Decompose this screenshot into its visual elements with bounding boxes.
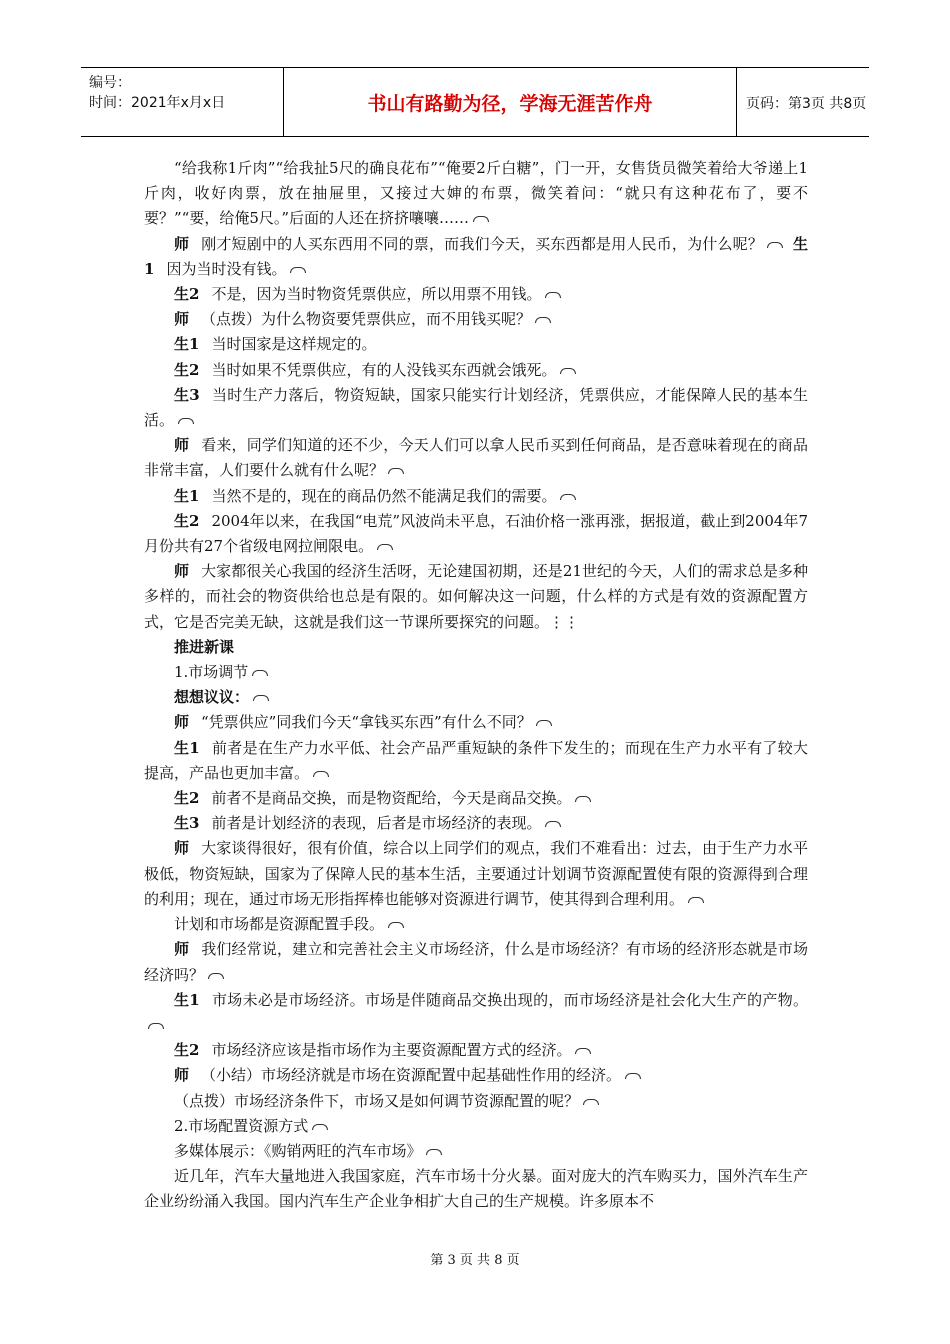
speaker-label: 生2 <box>174 1041 200 1060</box>
speaker-label: 师 <box>174 1066 190 1085</box>
dialogue-line <box>144 559 808 635</box>
page-header <box>81 67 869 137</box>
dialogue-text: 当然不是的，现在的商品仍然不能满足我们的需要。 <box>211 486 557 505</box>
dialogue-text: 刚才短剧中的人买东西用不同的票，而我们今天，买东西都是用人民币，为什么呢？ <box>201 234 764 253</box>
dialogue-text: 市场经济应该是指市场作为主要资源配置方式的经济。 <box>211 1041 572 1060</box>
dialogue-line <box>144 1063 808 1088</box>
paragraph <box>144 156 808 232</box>
document-body <box>144 156 808 1215</box>
paragraph-mark-icon <box>583 1099 599 1105</box>
header-motto: 书山有路勤为径，学海无涯苦作舟 <box>367 92 653 115</box>
paragraph-mark-icon <box>253 695 269 701</box>
subsection-title <box>144 660 808 685</box>
dialogue-line <box>144 332 808 357</box>
dialogue-text: “凭票供应”同我们今天“拿钱买东西”有什么不同？ <box>201 713 532 732</box>
dialogue-text: 看来，同学们知道的还不少，今天人们可以拿人民币买到任何商品，是否意味着现在的商品非常丰富，人们要什么就有什么呢？ <box>144 436 808 480</box>
dialogue-text: 前者是计划经济的表现，后者是市场经济的表现。 <box>211 814 542 833</box>
page-footer: 第 3 页 共 8 页 <box>430 1253 520 1268</box>
paragraph-mark-icon <box>575 1048 591 1054</box>
dialogue-text: 我们经常说，建立和完善社会主义市场经济，什么是市场经济？有市场的经济形态就是市场经济吗？ <box>144 940 808 984</box>
dialogue-text: 不是，因为当时物资凭票供应，所以用票不用钱。 <box>211 285 542 304</box>
paragraph-mark-icon <box>688 897 704 903</box>
dialogue-text: 当时如果不凭票供应，有的人没钱买东西就会饿死。 <box>211 360 557 379</box>
dialogue-line <box>144 232 808 282</box>
speaker-label: 师 <box>174 234 190 253</box>
speaker-label: 师 <box>174 436 190 455</box>
dialogue-text: 大家谈得很好，很有价值，综合以上同学们的观点，我们不难看出：过去，由于生产力水平极低，物资短缺，国家为了保障人民的基本生活，主要通过计划调节资源配置使有限的资源得到合理的利用；现在，通过市场无形指挥棒也能够对资源进行调节，使其得到合理利用。 <box>144 839 808 908</box>
dialogue-text: 因为当时没有钱。 <box>166 259 287 278</box>
subsection-text: 1.市场调节 <box>174 663 249 682</box>
paragraph-mark-icon <box>178 418 194 424</box>
paragraph-text: 计划和市场都是资源配置手段。 <box>174 915 385 934</box>
paragraph-mark-icon <box>560 494 576 500</box>
speaker-label: 生2 <box>174 285 200 304</box>
paragraph-mark-icon <box>388 922 404 928</box>
paragraph-mark-icon <box>252 670 268 676</box>
dialogue-line <box>144 937 808 987</box>
paragraph-mark-icon <box>426 1149 442 1155</box>
dialogue-line <box>144 358 808 383</box>
paragraph-mark-icon <box>767 242 783 248</box>
paragraph-mark-icon <box>313 771 329 777</box>
paragraph-mark-icon <box>575 796 591 802</box>
discussion-heading <box>144 685 808 710</box>
header-info-cell <box>81 68 283 136</box>
dialogue-text: 当时国家是这样规定的。 <box>211 335 377 354</box>
speaker-label: 生3 <box>174 385 200 404</box>
dialogue-line <box>144 786 808 811</box>
paragraph-text: “给我称1斤肉”“给我扯5尺的确良花布”“俺要2斤白糖”，门一开，女售货员微笑着给大爷递上1斤肉，收好肉票，放在抽屉里，又接过大婶的布票，微笑着问：“就只有这种花布了，要不要？”“要，给俺5尺。”后面的人还在挤挤嚷嚷…… <box>144 159 808 228</box>
subsection-title <box>144 1114 808 1139</box>
speaker-label: 师 <box>174 940 190 959</box>
paragraph-mark-icon <box>473 216 489 222</box>
paragraph-mark-icon <box>290 267 306 273</box>
speaker-label: 师 <box>174 839 190 858</box>
speaker-label: 生1 <box>174 335 200 354</box>
speaker-label: 生1 <box>174 738 200 757</box>
dialogue-line <box>144 307 808 332</box>
discussion-text: 想想议议： <box>174 688 250 707</box>
paragraph-mark-icon <box>625 1073 641 1079</box>
paragraph-mark-icon <box>560 368 576 374</box>
paragraph-mark-icon <box>535 317 551 323</box>
paragraph-mark-icon <box>312 1124 328 1130</box>
speaker-label: 师 <box>174 310 190 329</box>
paragraph-mark-icon <box>148 1023 164 1029</box>
dialogue-line <box>144 282 808 307</box>
paragraph-mark-icon <box>388 468 404 474</box>
paragraph-mark-icon <box>208 973 224 979</box>
dialogue-text: 前者是在生产力水平低、社会产品严重短缺的条件下发生的；而现在生产力水平有了较大提高，产品也更加丰富。 <box>144 738 808 782</box>
dialogue-text: （小结）市场经济就是市场在资源配置中起基础性作用的经济。 <box>201 1066 622 1085</box>
header-page-number: 页码：第3页 共8页 <box>746 96 867 112</box>
paragraph <box>144 912 808 937</box>
header-divider <box>736 68 737 136</box>
dialogue-line <box>144 1038 808 1063</box>
dialogue-line <box>144 383 808 433</box>
speaker-label: 生1 <box>174 486 200 505</box>
dialogue-line <box>144 988 808 1038</box>
dialogue-text: （点拨）为什么物资要凭票供应，而不用钱买呢？ <box>201 310 532 329</box>
speaker-label: 生2 <box>174 511 200 530</box>
paragraph <box>144 1164 808 1214</box>
dialogue-line <box>144 736 808 786</box>
dialogue-line <box>144 509 808 559</box>
paragraph-mark-icon <box>545 292 561 298</box>
speaker-label: 生1 <box>174 990 200 1009</box>
doc-number-label: 编号： <box>89 75 131 91</box>
section-heading: 推进新课 <box>174 637 235 656</box>
speaker-label: 师 <box>174 562 190 581</box>
paragraph-mark-icon <box>377 544 393 550</box>
paragraph-text: 多媒体展示：《购销两旺的汽车市场》 <box>174 1141 422 1160</box>
dialogue-line <box>144 836 808 912</box>
paragraph-text: 近几年，汽车大量地进入我国家庭，汽车市场十分火暴。面对庞大的汽车购买力，国外汽车生产企业纷纷涌入我国。国内汽车生产企业争相扩大自己的生产规模。许多原本不 <box>144 1167 808 1211</box>
dialogue-text: 市场未必是市场经济。市场是伴随商品交换出现的，而市场经济是社会化大生产的产物。 <box>211 990 808 1009</box>
dialogue-text: 前者不是商品交换，而是物资配给，今天是商品交换。 <box>211 789 572 808</box>
dialogue-line <box>144 710 808 735</box>
paragraph-mark-icon <box>536 720 552 726</box>
paragraph-mark-icon <box>545 821 561 827</box>
paragraph-text: （点拨）市场经济条件下，市场又是如何调节资源配置的呢？ <box>174 1091 580 1110</box>
speaker-label: 生2 <box>174 360 200 379</box>
speaker-label: 生2 <box>174 789 200 808</box>
speaker-label: 生3 <box>174 814 200 833</box>
dialogue-line <box>144 484 808 509</box>
dialogue-line <box>144 811 808 836</box>
speaker-label: 师 <box>174 713 190 732</box>
date-label: 时间：2021年x月x日 <box>89 95 226 111</box>
subsection-text: 2.市场配置资源方式 <box>174 1116 309 1135</box>
paragraph <box>144 1139 808 1164</box>
speaker-label: 生1 <box>144 234 808 278</box>
paragraph <box>144 1089 808 1114</box>
dialogue-text: 2004年以来，在我国“电荒”风波尚未平息，石油价格一涨再涨，据报道，截止到2004年7月份共有27个省级电网拉闸限电。 <box>144 511 809 556</box>
dialogue-text: 大家都很关心我国的经济生活呀，无论建国初期，还是21世纪的今天，人们的需求总是多种多样的，而社会的物资供给也总是有限的。如何解决这一问题，什么样的方式是有效的资源配置方式，它是否完美无缺，这就是我们这一节课所要探究的问题。⋮⋮ <box>144 562 808 631</box>
dialogue-text: 当时生产力落后，物资短缺，国家只能实行计划经济，凭票供应，才能保障人民的基本生活。 <box>144 385 808 430</box>
dialogue-line <box>144 433 808 483</box>
